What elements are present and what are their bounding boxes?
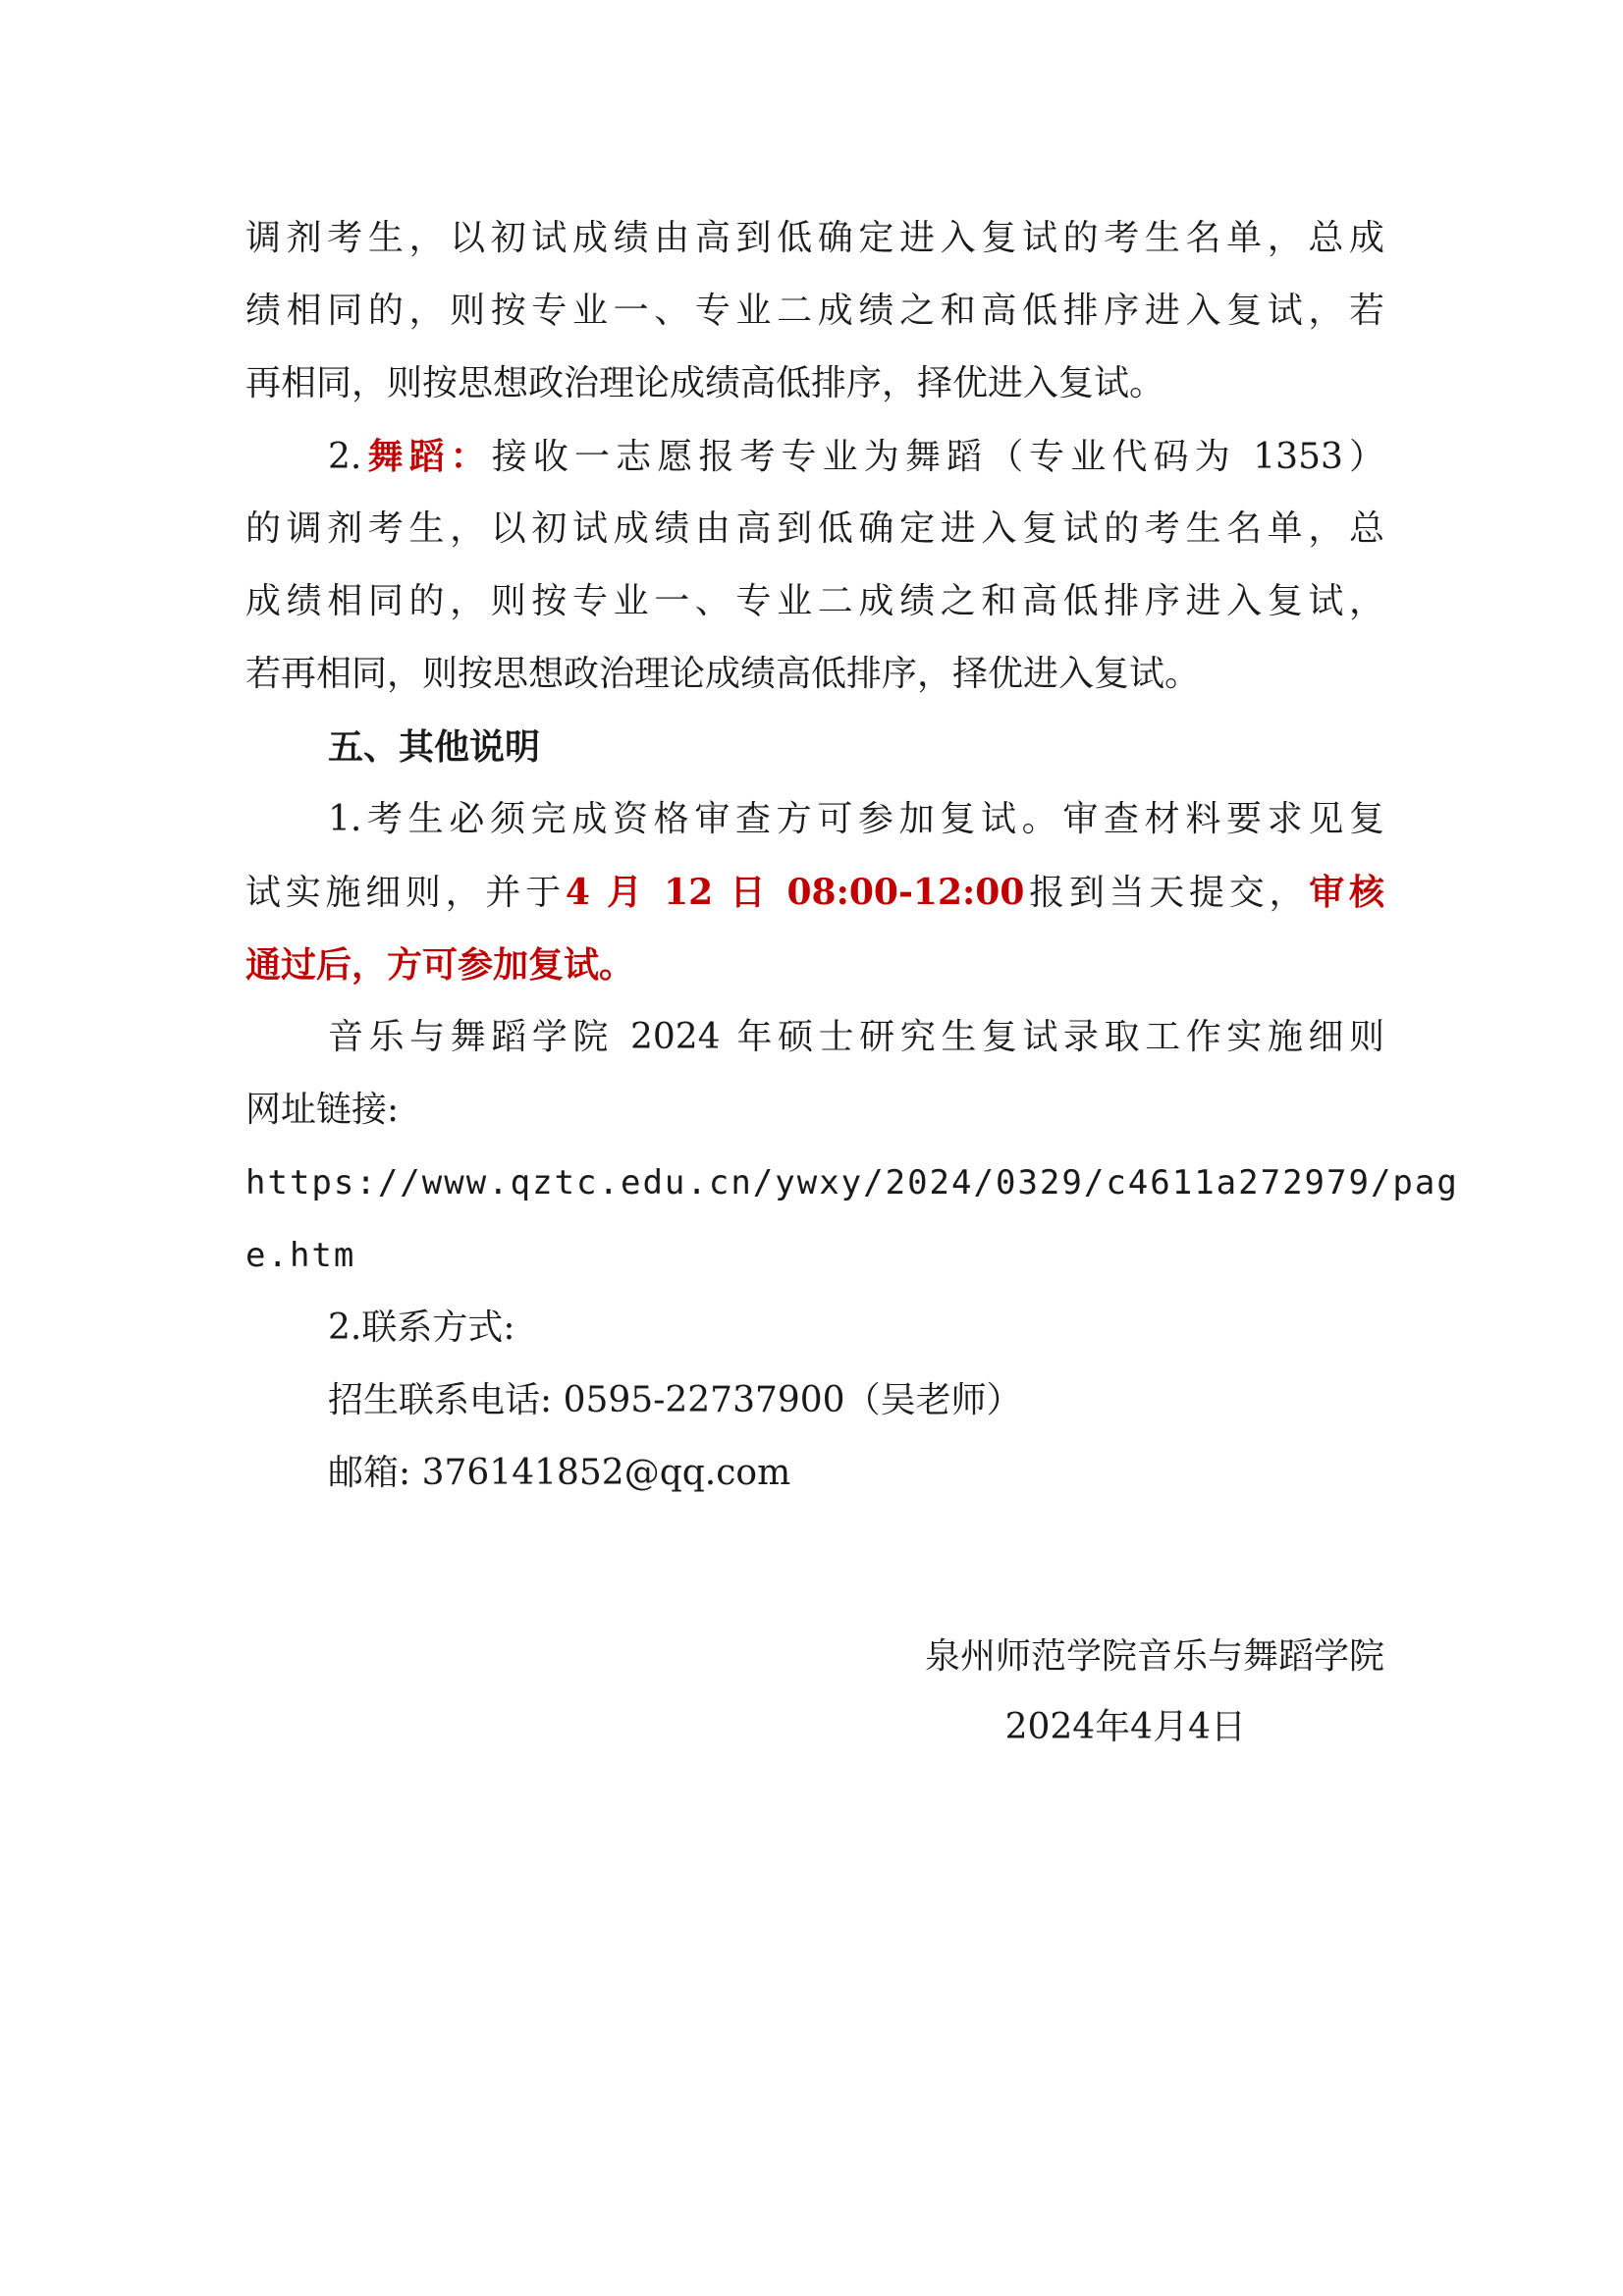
signature-date: 2024年4月4日	[1004, 1707, 1246, 1747]
p2-heading: 舞蹈：	[361, 436, 492, 477]
contact-email[interactable]: 邮箱: 376141852@qq.com	[328, 1453, 791, 1493]
item1-line3: 通过后，方可参加复试。	[245, 944, 635, 986]
link-intro-line2: 网址链接:	[245, 1090, 400, 1130]
section5-title: 五、其他说明	[328, 726, 541, 768]
p2-line3: 成绩相同的，则按专业一、专业二成绩之和高低排序进入复试，	[245, 581, 1384, 621]
p2-line2: 的调剂考生，以初试成绩由高到低确定进入复试的考生名单，总	[245, 508, 1384, 549]
item2-title: 2.联系方式:	[328, 1308, 515, 1348]
item1-line2	[245, 855, 1384, 930]
url-line2[interactable]: e.htm	[245, 1236, 356, 1275]
p2-line4: 若再相同，则按思想政治理论成绩高低排序，择优进入复试。	[245, 654, 1201, 694]
p1-line3: 再相同，则按思想政治理论成绩高低排序，择优进入复试。	[245, 363, 1165, 403]
p2-line1-rest: 接收一志愿报考专业为舞蹈（专业代码为 1353）	[491, 437, 1384, 477]
p1-line1: 调剂考生，以初试成绩由高到低确定进入复试的考生名单，总成	[245, 218, 1384, 258]
contact-phone: 招生联系电话: 0595-22737900（吴老师）	[328, 1380, 1022, 1420]
p1-line2: 绩相同的，则按专业一、专业二成绩之和高低排序进入复试，若	[245, 291, 1384, 331]
item1-line2-b: 报到当天提交，	[1024, 873, 1310, 913]
p2-line1	[328, 419, 1384, 494]
item1-date: 4 月 12 日 08:00-12:00	[565, 872, 1025, 913]
p2-number: 2.	[328, 437, 362, 477]
item1-line1: 1.考生必须完成资格审查方可参加复试。审查材料要求见复	[328, 799, 1384, 839]
link-intro-line1: 音乐与舞蹈学院 2024 年硕士研究生复试录取工作实施细则	[328, 1017, 1384, 1057]
url-line1[interactable]: https://www.qztc.edu.cn/ywxy/2024/0329/c4611a272979/pag	[245, 1163, 1459, 1202]
item1-line2-c: 审核	[1309, 872, 1384, 913]
item1-line2-a: 试实施细则，并于	[245, 873, 566, 913]
signature-org: 泉州师范学院音乐与舞蹈学院	[924, 1636, 1384, 1677]
